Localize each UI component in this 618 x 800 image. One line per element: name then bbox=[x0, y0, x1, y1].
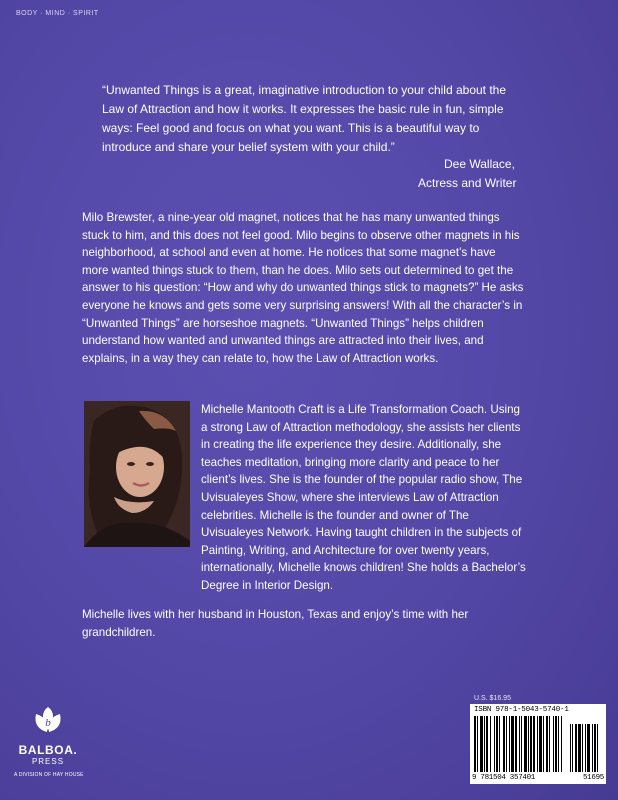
category-label: BODY · MIND · SPIRIT bbox=[16, 10, 99, 17]
lotus-icon bbox=[30, 706, 66, 736]
quote-attribution bbox=[418, 155, 568, 193]
quote-author-role: Actress and Writer bbox=[418, 176, 517, 190]
barcode-bars bbox=[474, 716, 602, 774]
barcode-digits-text: 9 781504 357401 bbox=[472, 774, 536, 782]
author-bio: Michelle Mantooth Craft is a Life Transformation Coach. Using a strong Law of Attraction methodology, she assists her clients in creating the life experience they desire. Additionally, she teaches meditation, bringing more clarity and peace to her client’s lives. She is the founder of the popular radio show, The Uvisualeyes Show, where she interviews Law of Attraction celebrities. Michelle is the founder and owner of The Uvisualeyes Network. Having taught children in the subjects of Painting, Writing, and Architecture for over twenty years, internationally, Michelle knows children! She holds a Bachelor’s Degree in Interior Design. bbox=[201, 403, 526, 592]
isbn-number: ISBN 978-1-5043-5740-1 bbox=[474, 706, 569, 714]
isbn-label bbox=[474, 706, 602, 714]
publisher-logo bbox=[14, 706, 82, 778]
price-code: 51695 bbox=[582, 774, 604, 782]
endorsement-quote: “Unwanted Things is a great, imaginative introduction to your child about the Law of Attraction and how it works. It expresses the basic rule in fun, simple ways: Feel good and focus on what you want. This is a beautiful way to introduce and share your belief system with your child.” bbox=[102, 83, 507, 154]
author-photo bbox=[84, 401, 190, 547]
publisher-name: BALBOA. bbox=[18, 743, 78, 757]
publisher-imprint: PRESS bbox=[31, 757, 65, 766]
publisher-division: A DIVISION OF HAY HOUSE bbox=[14, 772, 84, 778]
author-family: Michelle lives with her husband in Houston, Texas and enjoy’s time with her grandchildren. bbox=[82, 608, 469, 639]
logo-letter: b bbox=[45, 717, 51, 729]
book-synopsis: Milo Brewster, a nine-year old magnet, notices that he has many unwanted things stuck to him, and this does not feel good. Milo begins to observe other magnets in his neighborhood, at school and even at home. He notices that some magnet’s have more wanted things stuck to them, than he does. Milo sets out determined to get the answer to his question: “How and why do unwanted things stick to magnets?” He asks everyone he knows and gets some very surprising answers! With all the character’s in “Unwanted Things” are horseshoe magnets. “Unwanted Things” helps children understand how wanted and unwanted things are attracted into their lives, and explains, in a way they can relate to, how the Law of Attraction works. bbox=[82, 211, 524, 365]
barcode bbox=[470, 704, 606, 784]
price-label: U.S. $16.95 bbox=[474, 695, 511, 702]
barcode-digits bbox=[472, 774, 604, 782]
quote-author: Dee Wallace, bbox=[444, 157, 515, 171]
